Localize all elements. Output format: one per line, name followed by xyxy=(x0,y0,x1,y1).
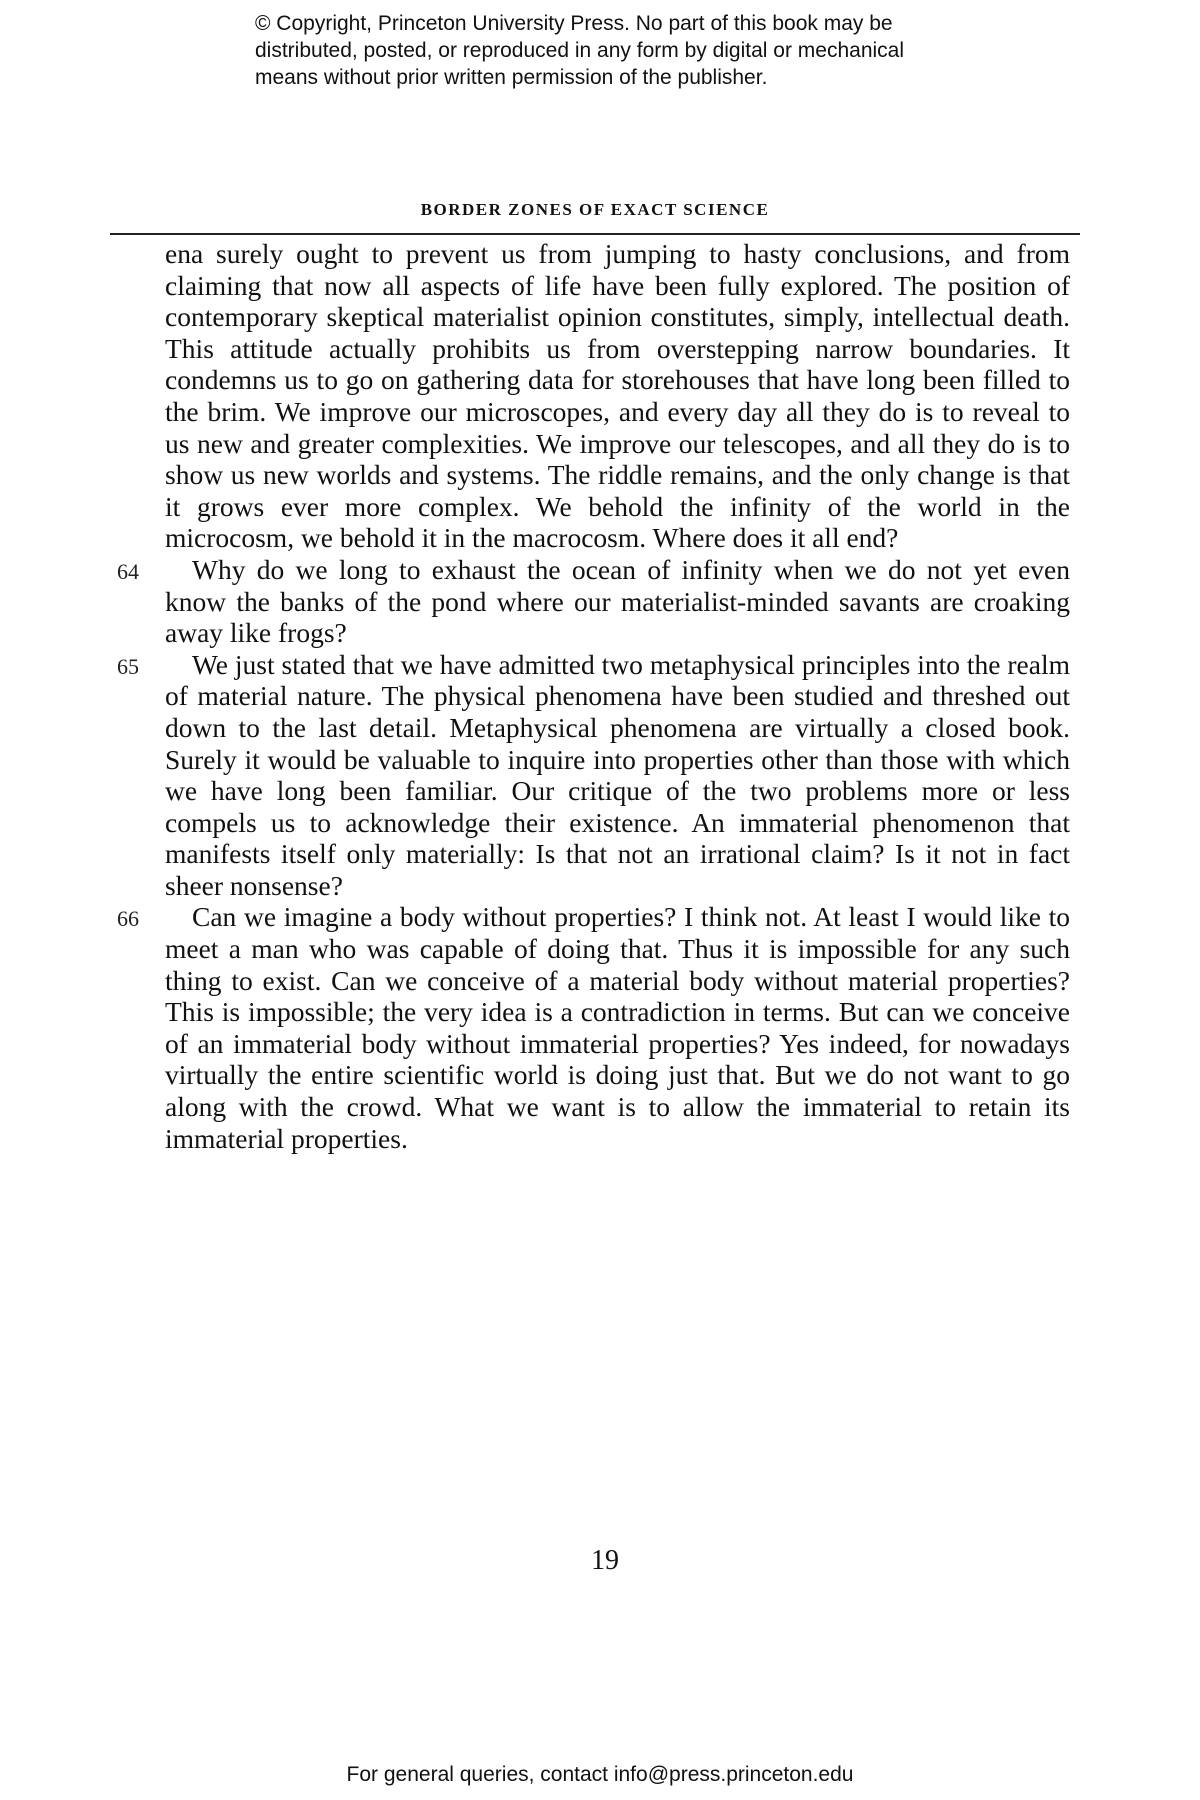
paragraph-text: Can we imagine a body without properties? I think not. At least I would like to meet a man who was capable of doing that. Thus it is impossible for any such thing to exist. Can we conceive of a material body without material properties? This is impossible; the very idea is a contradiction in terms. But can we conceive of an immaterial body without immaterial properties? Yes indeed, for nowadays virtually the entire scientific world is doing just that. But we do not want to go along with the crowd. What we want is to allow the immaterial to retain its immaterial properties. xyxy=(165,901,1070,1154)
copyright-line: © Copyright, Princeton University Press. No part of this book may be xyxy=(255,12,893,35)
footer-contact: For general queries, contact info@press.princeton.edu xyxy=(346,1763,854,1786)
page-number: 19 xyxy=(591,1545,619,1576)
paragraph-text: ena surely ought to prevent us from jumping to hasty conclusions, and from claiming that now all aspects of life have been fully explored. The position of contemporary skeptical materialist opinion constitutes, simply, intellectual death. This attitude actually prohibits us from overstepping narrow boundaries. It condemns us to go on gathering data for storehouses that have long been filled to the brim. We improve our microscopes, and every day all they do is to reveal to us new and greater complexities. We improve our telescopes, and all they do is to show us new worlds and systems. The riddle remains, and the only change is that it grows ever more complex. We behold the infinity of the world in the microcosm, we behold it in the macrocosm. Where does it all end? xyxy=(165,238,1070,554)
copyright-notice xyxy=(255,10,975,91)
paragraph-number: 66 xyxy=(117,906,139,932)
paragraph-text: We just stated that we have admitted two metaphysical principles into the realm of material nature. The physical phenomena have been studied and threshed out down to the last detail. Metaphysical phenomena are virtually a closed book. Surely it would be valuable to inquire into properties other than those with which we have long been familiar. Our critique of the two problems more or less compels us to acknowledge their existence. An immaterial phenomenon that manifests itself only materially: Is that not an irrational claim? Is it not in fact sheer nonsense? xyxy=(165,648,1070,901)
paragraph-number: 64 xyxy=(117,558,139,584)
page-body xyxy=(117,238,1070,1154)
paragraph-66 xyxy=(117,901,1070,1154)
header-rule xyxy=(110,233,1080,235)
running-head: BORDER ZONES OF EXACT SCIENCE xyxy=(420,200,770,219)
paragraph-text: Why do we long to exhaust the ocean of infinity when we do not yet even know the banks of the pond where our materialist-minded savants are croaking away like frogs? xyxy=(165,553,1070,649)
continuation-paragraph xyxy=(165,238,1070,554)
paragraph-64 xyxy=(117,553,1070,649)
paragraph-65 xyxy=(117,648,1070,902)
copyright-line: distributed, posted, or reproduced in any form by digital or mechanical xyxy=(255,39,905,62)
paragraph-number: 65 xyxy=(117,653,139,679)
copyright-line: means without prior written permission of the publisher. xyxy=(255,66,768,89)
